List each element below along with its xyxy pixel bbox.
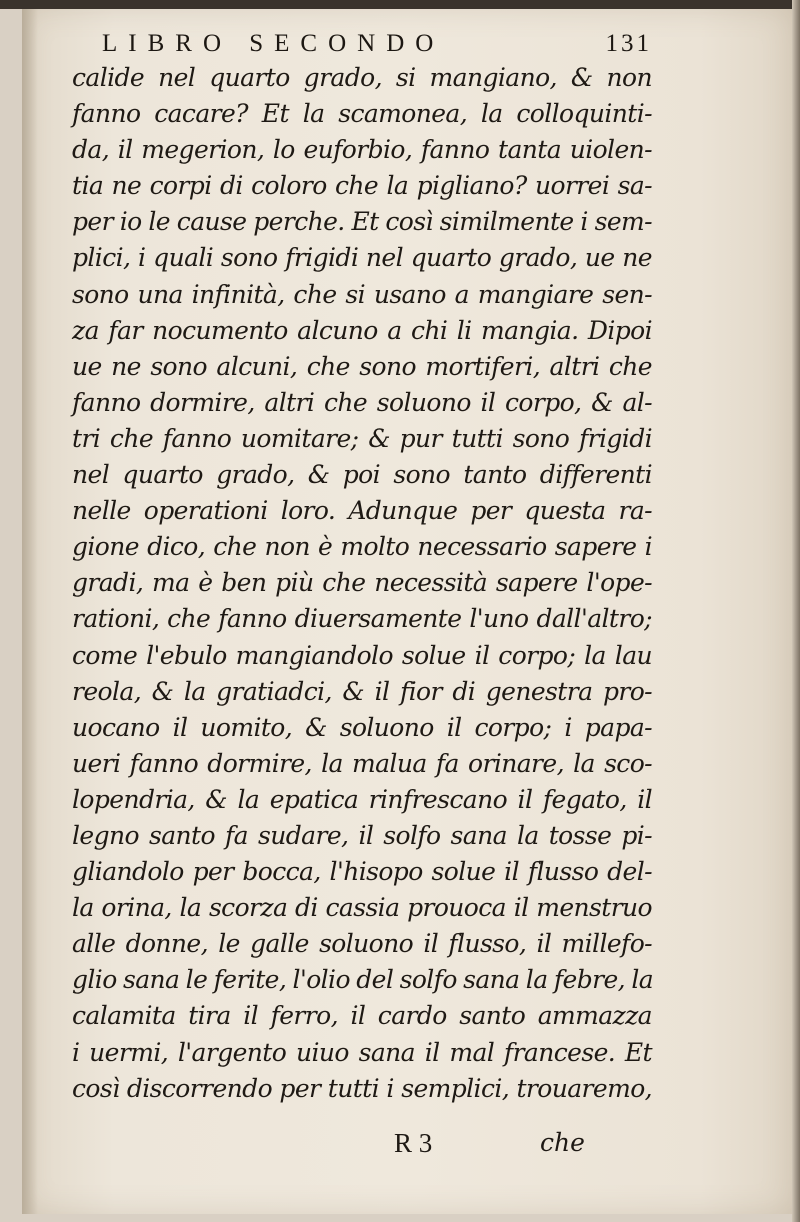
running-head — [72, 30, 652, 62]
page-footer — [72, 1128, 652, 1164]
text-line: la orina, la scorza di cassia prouoca il menstruo — [72, 893, 652, 923]
catchword: che — [540, 1128, 585, 1157]
text-line: uocano il uomito, & soluono il corpo; i papa- — [72, 712, 652, 742]
text-line: tia ne corpi di coloro che la pigliano? uorrei sa- — [72, 171, 652, 201]
text-line: alle donne, le galle soluono il flusso, il millefo- — [72, 929, 652, 959]
text-line: fanno dormire, altri che soluono il corpo, & al- — [72, 387, 652, 417]
text-line: per io le cause perche. Et così similmente i sem- — [72, 207, 652, 237]
text-line: calide nel quarto grado, si mangiano, & non — [72, 63, 652, 92]
text-line: za far nocumento alcuno a chi li mangia. Dipoi — [72, 315, 652, 345]
text-line: sono una infinità, che si usano a mangiare sen- — [72, 279, 652, 309]
text-line: rationi, che fanno diuersamente l'uno dall'altro; — [72, 604, 652, 634]
text-line: tri che fanno uomitare; & pur tutti sono frigidi — [72, 423, 652, 453]
text-line: legno santo fa sudare, il solfo sana la tosse pi- — [72, 820, 652, 850]
text-line: nel quarto grado, & poi sono tanto differenti — [72, 460, 652, 490]
text-line: i uermi, l'argento uiuo sana il mal francese. Et — [72, 1037, 652, 1067]
text-line: fanno cacare? Et la scamonea, la colloquinti- — [72, 99, 652, 129]
text-line: glio sana le ferite, l'olio del solfo sana la febre, la — [72, 965, 654, 995]
text-line: da, il megerion, lo euforbio, fanno tanta uiolen- — [72, 135, 652, 165]
body-text — [72, 60, 652, 1107]
text-line: calamita tira il ferro, il cardo santo ammazza — [72, 1001, 652, 1031]
text-line: così discorrendo per tutti i semplici, trouaremo, — [72, 1073, 652, 1103]
text-line: gradi, ma è ben più che necessità sapere l'ope- — [72, 568, 652, 598]
text-line: lopendria, & la epatica rinfrescano il fegato, il — [72, 784, 652, 814]
signature-mark: R 3 — [394, 1128, 433, 1158]
page-number: 131 — [605, 30, 652, 57]
running-head-title: LIBRO SECONDO — [102, 30, 445, 57]
text-line: come l'ebulo mangiandolo solue il corpo; la lau — [72, 640, 652, 670]
text-line: ue ne sono alcuni, che sono mortiferi, altri che — [72, 351, 652, 381]
top-edge — [0, 0, 800, 9]
text-line: gione dico, che non è molto necessario sapere i — [72, 532, 652, 562]
text-line: plici, i quali sono frigidi nel quarto grado, ue ne — [72, 243, 652, 273]
page-gutter-shadow — [22, 8, 38, 1214]
right-edge — [792, 0, 800, 1222]
text-line: ueri fanno dormire, la malua fa orinare, la sco- — [72, 748, 652, 778]
text-line: gliandolo per bocca, l'hisopo solue il flusso del- — [72, 857, 652, 887]
text-line: nelle operationi loro. Adunque per questa ra- — [72, 496, 652, 526]
text-line: reola, & la gratiadci, & il fior di genestra pro- — [72, 676, 652, 706]
